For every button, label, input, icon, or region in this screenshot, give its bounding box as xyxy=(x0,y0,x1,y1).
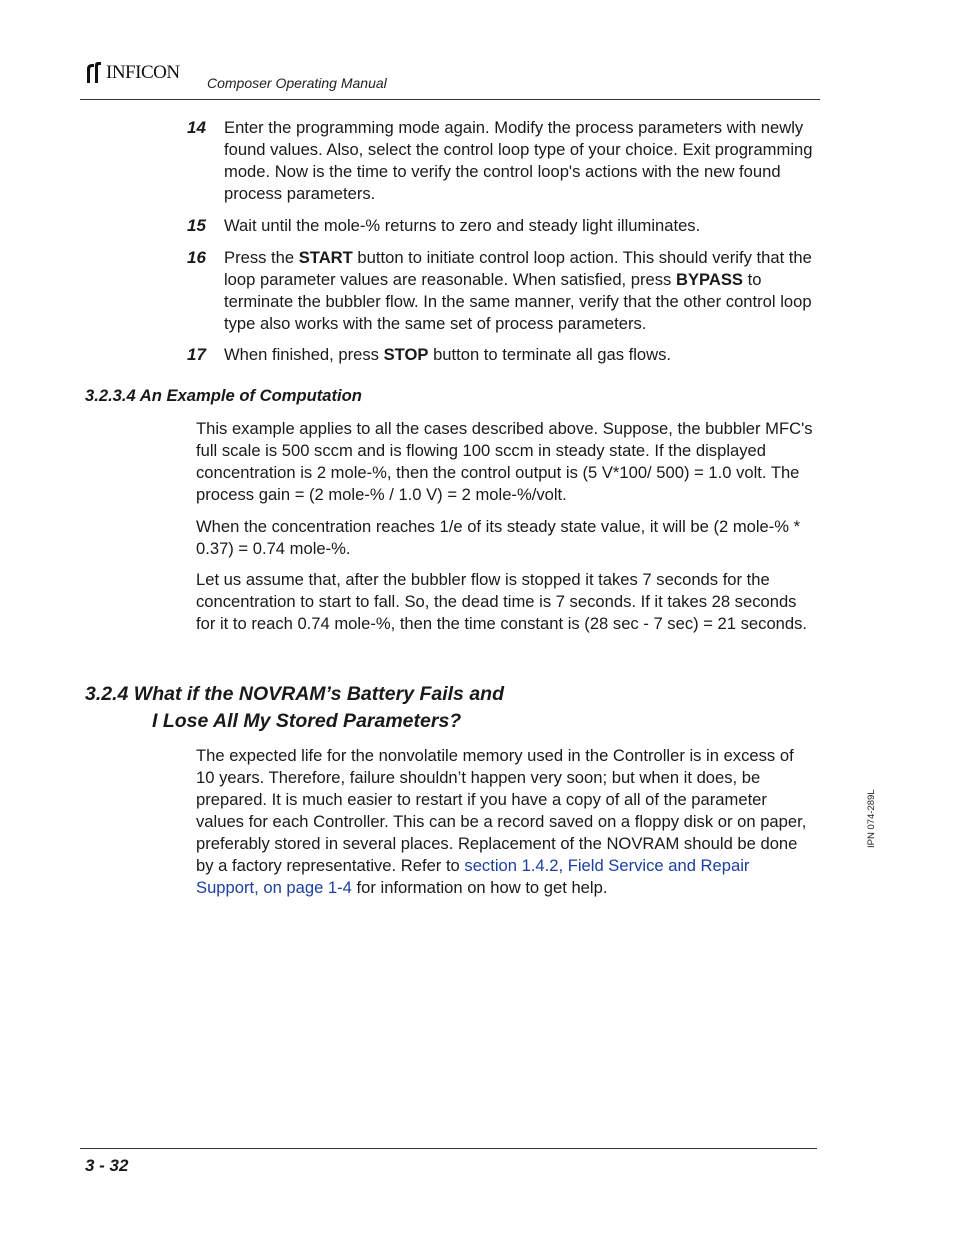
field-service-link[interactable]: section 1.4.2, Field Service and Repair Support, on page 1-4 xyxy=(196,856,750,897)
step-text-part: button to initiate control loop action. This should verify that the loop parameter values are reasonable. When satisfied, press xyxy=(224,248,812,289)
section-heading-line1: 3.2.4 What if the NOVRAM’s Battery Fails and xyxy=(85,683,504,705)
step-number: 16 xyxy=(187,248,206,267)
inficon-logo-icon xyxy=(84,61,104,85)
section-body-text: The expected life for the nonvolatile memory used in the Controller is in excess of 10 years. Therefore, failure shouldn’t happen very soon; but when it does, be prepared. It is much easier to restart if you have a copy of all of the parameter values for each Controller. This can be a record saved on a floppy disk or on paper, preferably stored in several places. Replacement of the NOVRAM should be done by a factory representative. Refer to xyxy=(196,746,807,875)
step-text-part: Press the xyxy=(224,248,299,267)
manual-title: Composer Operating Manual xyxy=(207,75,387,91)
page-number: 3 - 32 xyxy=(85,1156,129,1175)
inficon-logo xyxy=(84,61,180,85)
paragraph: When the concentration reaches 1/e of its steady state value, it will be (2 mole-% * 0.37) = 0.74 mole-%. xyxy=(196,517,801,558)
step-number: 14 xyxy=(187,118,206,137)
bypass-button-label: BYPASS xyxy=(675,270,743,289)
step-text-part: to terminate the bubbler flow. In the same manner, verify that the other control loop type also works with the same set of process parameters. xyxy=(224,270,812,333)
section-heading xyxy=(85,681,504,734)
logo-text: INFICON xyxy=(106,62,180,83)
subsection-heading: 3.2.3.4 An Example of Computation xyxy=(85,386,362,405)
section-heading-line2: I Lose All My Stored Parameters? xyxy=(152,709,462,732)
stop-button-label: STOP xyxy=(383,345,429,364)
step-text: Enter the programming mode again. Modify the process parameters with newly found values. Also, select the control loop type of your choice. Exit programming mode. Now is the time to verify the control loop's actions with the new found process parameters. xyxy=(224,118,813,203)
step-text xyxy=(224,344,824,366)
ipn-note: IPN 074-289L xyxy=(866,789,877,848)
footer-rule xyxy=(80,1148,817,1149)
paragraph: Let us assume that, after the bubbler flow is stopped it takes 7 seconds for the concentration to start to fall. So, the dead time is 7 seconds. If it takes 28 seconds for it to reach 0.74 mole-%, then the time constant is (28 sec - 7 sec) = 21 seconds. xyxy=(196,570,808,633)
step-number: 17 xyxy=(187,345,206,364)
step-15 xyxy=(187,215,827,237)
section-body xyxy=(196,745,816,899)
step-text-part: button to terminate all gas flows. xyxy=(428,345,672,364)
step-number: 15 xyxy=(187,216,206,235)
step-17 xyxy=(187,344,827,366)
step-text xyxy=(224,247,824,335)
paragraph: This example applies to all the cases described above. Suppose, the bubbler MFC's full scale is 500 sccm and is flowing 100 sccm in steady state. If the displayed concentration is 2 mole-%, then the control output is (5 V*100/ 500) = 1.0 volt. The process gain = (2 mole-% / 1.0 V) = 2 mole-%/volt. xyxy=(196,419,813,504)
step-text-part: When finished, press xyxy=(224,345,384,364)
step-text: Wait until the mole-% returns to zero and steady light illuminates. xyxy=(224,216,701,235)
section-body-text: for information on how to get help. xyxy=(351,878,608,897)
step-16 xyxy=(187,247,827,335)
start-button-label: START xyxy=(298,248,353,267)
step-14 xyxy=(187,117,827,205)
header-rule xyxy=(80,99,820,100)
